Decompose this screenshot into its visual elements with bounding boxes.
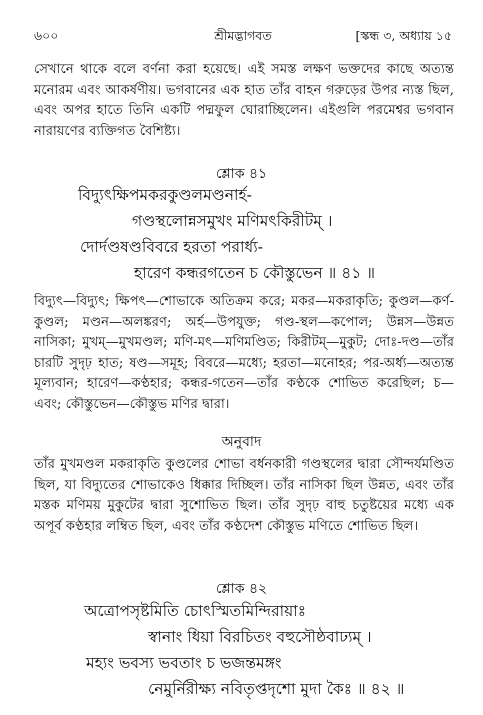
- verse-42-line-1: অত্রোপসৃষ্টমিতি চোৎস্মিতমিন্দিরায়াঃ: [84, 602, 306, 620]
- page-header: [34, 28, 452, 50]
- verse-41-line-2: গণ্ডস্থলোন্নসমুখং মণিমৎকিরীটম্ ।: [132, 212, 333, 230]
- word-synonyms: বিদ্যুৎ—বিদ্যুৎ; ক্ষিপৎ—শোভাকে অতিক্রম করে; মকর—মকরাকৃতি; কুণ্ডল—কর্ণ-কুণ্ডল; মণ্ডন—অলঙ্করণ; অর্হ—উপযুক্ত; গণ্ড-স্থল—কপোল; উন্নস—উন্নত নাসিকা; মুখম্—মুখমণ্ডল; মণি-মৎ—মণিমণ্ডিত; কিরীটম্—মুকুট; দোঃ-দণ্ড—তাঁর চারটি সুদৃঢ় হাত; ষণ্ড—সমূহ; বিবরে—মধ্যে; হরতা—মনোহর; পর-অর্ধ্য—অত্যন্ত মূল্যবান; হারেণ—কণ্ঠহার; কন্ধর-গতেন—তাঁর কণ্ঠকে শোভিত করেছিল; চ—এবং; কৌস্তুভেন—কৌস্তুভ মণির দ্বারা।: [34, 294, 454, 412]
- verse-42-line-2: স্বানাং ধিয়া বিরচিতং বহুসৌষ্ঠবাঢ্যম্ ।: [148, 628, 372, 646]
- translation-paragraph: তাঁর মুখমণ্ডল মকরাকৃতি কুণ্ডলের শোভা বর্ধনকারী গণ্ডস্থলের দ্বারা সৌন্দর্যমণ্ডিত ছিল, যা বিদ্যুতের শোভাকেও ধিক্কার দিচ্ছিল। তাঁর নাসিকা ছিল উন্নত, এবং তাঁর মস্তক মণিময় মুকুটের দ্বারা সুশোভিত ছিল। তাঁর সুদৃঢ় বাহু চতুষ্টয়ের মধ্যে এক অপূর্ব কণ্ঠহার লম্বিত ছিল, এবং তাঁর কণ্ঠদেশ কৌস্তুভ মণিতে শোভিত ছিল।: [34, 457, 454, 534]
- verse-41-heading: শ্লোক ৪১: [215, 166, 268, 182]
- verse-42-line-3: মহ্যং ভবস্য ভবতাং চ ভজন্তমঙ্গং: [86, 654, 282, 672]
- page-number: ৬০০: [34, 28, 59, 43]
- verse-41-line-4: হারেণ কন্ধরগতেন চ কৌস্তুভেন ॥ ৪১ ॥: [134, 264, 375, 282]
- verse-41-line-3: দোর্দণ্ডষণ্ডবিবরে হরতা পরার্ধ্য-: [80, 238, 263, 256]
- verse-42-line-4: নেমুর্নিরীক্ষ্য নবিতৃপ্তদৃশো মুদা কৈঃ ॥ ৪২ ॥: [148, 680, 405, 698]
- translation-heading: অনুবাদ: [221, 434, 262, 450]
- purport-paragraph: সেখানে থাকে বলে বর্ণনা করা হয়েছে। এই সমস্ত লক্ষণ ভক্তদের কাছে অত্যন্ত মনোরম এবং আকর্ষণীয়। ভগবানের এক হাত তাঁর বাহন গরুড়ের উপর ন্যস্ত ছিল, এবং অপর হাতে তিনি একটি পদ্মফুল ঘোরাচ্ছিলেন। এইগুলি পরমেশ্বর ভগবান নারায়ণের ব্যক্তিগত বৈশিষ্ট্য।: [34, 62, 454, 139]
- canto-chapter-label: [স্কন্ধ ৩, অধ্যায় ১৫: [355, 28, 452, 43]
- book-title: শ্রীমদ্ভাগবত: [214, 28, 272, 43]
- verse-42-heading: শ্লোক ৪২: [215, 581, 268, 597]
- verse-41-line-1: বিদ্যুৎক্ষিপমকরকুণ্ডলমণ্ডনার্হ-: [78, 186, 252, 204]
